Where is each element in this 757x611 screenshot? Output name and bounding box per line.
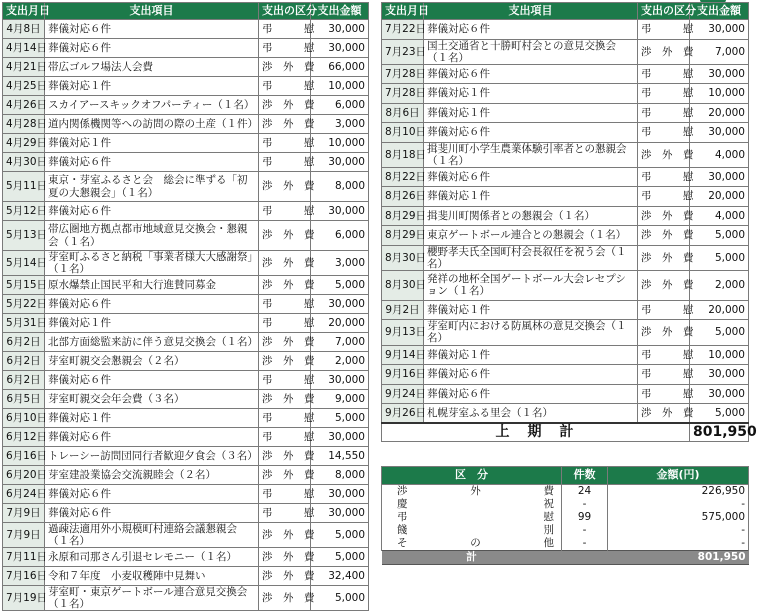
row-amount: 7,000 [690, 39, 749, 64]
row-item: 葬儀対応６件 [45, 39, 259, 58]
summary-count: - [562, 498, 608, 511]
row-item: 櫻野孝夫氏全国町村会長叙任を祝う会（１名） [424, 245, 638, 270]
row-category: 渉 外 費 [259, 466, 311, 485]
row-amount: 10,000 [311, 134, 369, 153]
row-date: 6月16日 [3, 447, 45, 466]
summary-row [382, 511, 749, 524]
row-item: 葬儀対応６件 [424, 123, 638, 143]
row-date: 6月20日 [3, 466, 45, 485]
row-date: 7月11日 [3, 548, 45, 567]
table-row [3, 371, 369, 390]
summary-category-char: 慶 [397, 498, 408, 511]
row-item: 芽室町ふるさと納税「事業者様大大感謝祭」（１名） [45, 251, 259, 276]
row-amount: 30,000 [690, 384, 749, 404]
row-item: 葬儀対応１件 [424, 84, 638, 104]
row-date: 8月30日 [382, 270, 424, 300]
row-item: 葬儀対応１件 [45, 409, 259, 428]
row-amount: 30,000 [311, 371, 369, 390]
summary-category-char: 渉 [397, 485, 408, 498]
row-category: 弔 慰 [259, 504, 311, 523]
row-category: 弔 慰 [259, 295, 311, 314]
row-amount: 30,000 [690, 20, 749, 40]
table-row [382, 270, 749, 300]
row-amount: 30,000 [311, 428, 369, 447]
row-item: 揖斐川町関係者との懇親会（１名） [424, 206, 638, 226]
row-item: 芽室町親交会年会費（３名） [45, 390, 259, 409]
row-date: 4月30日 [3, 153, 45, 172]
summary-category-char: 餞 [397, 524, 408, 537]
row-category: 弔 慰 [259, 134, 311, 153]
row-category: 渉 外 費 [259, 276, 311, 295]
row-category: 弔 慰 [259, 20, 311, 39]
row-item: スカイアースキックオフパーティー（１名） [45, 96, 259, 115]
table-row [3, 115, 369, 134]
table-row [3, 548, 369, 567]
row-amount: 8,000 [311, 466, 369, 485]
col-item-header: 支出項目 [424, 3, 638, 20]
summary-category-char: そ [397, 537, 408, 550]
table-row [382, 39, 749, 64]
row-amount: 30,000 [311, 504, 369, 523]
summary-category-char: 慰 [543, 511, 554, 524]
table-row [3, 153, 369, 172]
row-date: 5月12日 [3, 202, 45, 221]
row-category: 弔 慰 [259, 428, 311, 447]
table-row [382, 64, 749, 84]
row-amount: 20,000 [690, 187, 749, 207]
expense-table-left [2, 2, 369, 611]
row-date: 9月26日 [382, 404, 424, 424]
col-amount-header: 支出金額 [311, 3, 369, 20]
row-category: 弔 慰 [259, 77, 311, 96]
summary-category-char: 外 [470, 485, 481, 498]
row-item: 葬儀対応１件 [45, 134, 259, 153]
row-category: 弔 慰 [259, 485, 311, 504]
row-category: 弔 慰 [638, 300, 690, 320]
row-date: 7月9日 [3, 523, 45, 548]
row-item: 帯広ゴルフ場法人会費 [45, 58, 259, 77]
table-row [3, 352, 369, 371]
row-category: 渉 外 費 [259, 58, 311, 77]
row-amount: 5,000 [311, 523, 369, 548]
row-amount: 5,000 [311, 276, 369, 295]
row-category: 弔 慰 [638, 187, 690, 207]
row-date: 5月14日 [3, 251, 45, 276]
summary-amount: - [608, 524, 749, 537]
table-row [3, 58, 369, 77]
row-category: 渉 外 費 [638, 270, 690, 300]
table-row [3, 20, 369, 39]
row-date: 8月22日 [382, 167, 424, 187]
row-amount: 30,000 [311, 202, 369, 221]
row-category: 弔 慰 [638, 167, 690, 187]
row-item: 葬儀対応６件 [45, 295, 259, 314]
row-item: 葬儀対応６件 [424, 365, 638, 385]
row-amount: 30,000 [690, 365, 749, 385]
row-category: 渉 外 費 [259, 523, 311, 548]
row-amount: 9,000 [311, 390, 369, 409]
row-category: 弔 慰 [259, 39, 311, 58]
row-date: 5月31日 [3, 314, 45, 333]
row-date: 4月29日 [3, 134, 45, 153]
table-row [3, 134, 369, 153]
row-date: 8月30日 [382, 245, 424, 270]
summary-amount: 575,000 [608, 511, 749, 524]
table-header-row [3, 3, 369, 20]
table-row [3, 390, 369, 409]
row-date: 8月29日 [382, 206, 424, 226]
row-date: 9月2日 [382, 300, 424, 320]
table-row [3, 295, 369, 314]
row-date: 4月26日 [3, 96, 45, 115]
summary-category-char: 弔 [397, 511, 408, 524]
row-item: 芽室町内における防風林の意見交換会（１名） [424, 320, 638, 345]
row-category: 渉 外 費 [638, 404, 690, 424]
table-row [3, 485, 369, 504]
col-amount-header: 支出金額 [690, 3, 749, 20]
row-date: 4月25日 [3, 77, 45, 96]
summary-category-char: の [470, 537, 481, 550]
summary-category [382, 524, 562, 537]
table-row [382, 320, 749, 345]
row-amount: 30,000 [311, 153, 369, 172]
summary-count: 24 [562, 485, 608, 499]
row-category: 渉 外 費 [259, 172, 311, 202]
table-row [3, 409, 369, 428]
row-category: 渉 外 費 [259, 567, 311, 586]
summary-category-char: 費 [543, 485, 554, 498]
row-category: 弔 慰 [638, 20, 690, 40]
row-date: 4月8日 [3, 20, 45, 39]
table-row [382, 245, 749, 270]
table-row [382, 206, 749, 226]
table-row [3, 466, 369, 485]
row-item: 北部方面総監来訪に伴う意見交換会（１名） [45, 333, 259, 352]
row-amount: 10,000 [311, 77, 369, 96]
row-date: 4月21日 [3, 58, 45, 77]
summary-category-char: 別 [543, 524, 554, 537]
row-category: 渉 外 費 [259, 390, 311, 409]
row-category: 渉 外 費 [638, 245, 690, 270]
summary-count: - [562, 537, 608, 551]
row-category: 渉 外 費 [638, 320, 690, 345]
row-item: 過疎法適用外小規模町村連絡会議懇親会（１名） [45, 523, 259, 548]
summary-row [382, 498, 749, 511]
row-category: 渉 外 費 [638, 206, 690, 226]
summary-table [381, 466, 749, 565]
table-row [3, 314, 369, 333]
row-category: 渉 外 費 [259, 352, 311, 371]
subtotal-amount: 801,950 [690, 423, 749, 442]
summary-amount: 226,950 [608, 485, 749, 499]
table-row [3, 251, 369, 276]
row-amount: 14,550 [311, 447, 369, 466]
summary-amount: - [608, 537, 749, 551]
row-date: 6月2日 [3, 371, 45, 390]
row-item: 永原和司那さん引退セレモニー（１名） [45, 548, 259, 567]
row-amount: 8,000 [311, 172, 369, 202]
subtotal-label: 上 期 計 [382, 423, 690, 442]
row-category: 渉 外 費 [638, 39, 690, 64]
row-item: 道内関係機関等への訪問の際の土産（１件） [45, 115, 259, 134]
row-category: 渉 外 費 [259, 447, 311, 466]
row-date: 7月16日 [3, 567, 45, 586]
row-item: 芽室町・東京ゲートボール連合意見交換会（１名） [45, 586, 259, 611]
row-amount: 3,000 [311, 251, 369, 276]
row-date: 9月13日 [382, 320, 424, 345]
col-item-header: 支出項目 [45, 3, 259, 20]
summary-count-header: 件数 [562, 467, 608, 485]
table-row [3, 504, 369, 523]
row-amount: 10,000 [690, 84, 749, 104]
table-row [382, 167, 749, 187]
row-item: 令和７年度 小麦収穫陣中見舞い [45, 567, 259, 586]
subtotal-row [382, 423, 749, 442]
summary-amount: - [608, 498, 749, 511]
row-category: 弔 慰 [638, 84, 690, 104]
row-item: 葬儀対応１件 [424, 345, 638, 365]
row-category: 渉 外 費 [638, 226, 690, 246]
row-amount: 30,000 [311, 295, 369, 314]
row-amount: 30,000 [690, 64, 749, 84]
row-amount: 30,000 [690, 123, 749, 143]
row-item: 帯広圏地方拠点都市地域意見交換会・懇親会（１名） [45, 221, 259, 251]
table-row [3, 567, 369, 586]
row-amount: 30,000 [311, 39, 369, 58]
row-category: 弔 慰 [638, 103, 690, 123]
row-category: 弔 慰 [638, 384, 690, 404]
row-item: 葬儀対応６件 [45, 371, 259, 390]
row-date: 7月28日 [382, 64, 424, 84]
table-row [3, 276, 369, 295]
row-item: 揖斐川町小学生農業体験引率者との懇親会（１名） [424, 142, 638, 167]
row-item: 葬儀対応１件 [424, 187, 638, 207]
table-row [3, 586, 369, 611]
row-category: 渉 外 費 [259, 251, 311, 276]
row-date: 5月22日 [3, 295, 45, 314]
summary-count: - [562, 524, 608, 537]
summary-count: 99 [562, 511, 608, 524]
row-item: 葬儀対応６件 [424, 167, 638, 187]
row-date: 5月15日 [3, 276, 45, 295]
row-amount: 5,000 [690, 245, 749, 270]
row-item: 葬儀対応１件 [45, 314, 259, 333]
row-item: 葬儀対応６件 [424, 64, 638, 84]
row-item: 国土交通省と十勝町村会との意見交換会（１名） [424, 39, 638, 64]
summary-total-amount: 801,950 [608, 551, 749, 565]
row-date: 5月13日 [3, 221, 45, 251]
expense-table-right [381, 2, 757, 442]
summary-category [382, 498, 562, 511]
row-date: 4月14日 [3, 39, 45, 58]
row-date: 7月9日 [3, 504, 45, 523]
row-amount: 6,000 [311, 221, 369, 251]
table-row [3, 221, 369, 251]
row-item: 札幌芽室ふる里会（１名） [424, 404, 638, 424]
table-row [382, 226, 749, 246]
row-item: 葬儀対応６件 [424, 384, 638, 404]
row-amount: 20,000 [690, 103, 749, 123]
row-item: 芽室建設業協会交流親睦会（２名） [45, 466, 259, 485]
row-amount: 2,000 [690, 270, 749, 300]
row-category: 渉 外 費 [259, 548, 311, 567]
row-item: 葬儀対応６件 [45, 428, 259, 447]
row-category: 弔 慰 [259, 153, 311, 172]
row-date: 8月26日 [382, 187, 424, 207]
summary-amount-header: 金額(円) [608, 467, 749, 485]
row-amount: 4,000 [690, 142, 749, 167]
row-date: 8月6日 [382, 103, 424, 123]
row-amount: 5,000 [690, 404, 749, 424]
table-row [382, 103, 749, 123]
row-item: 葬儀対応６件 [45, 202, 259, 221]
summary-header-row [382, 467, 749, 485]
table-row [382, 404, 749, 424]
row-item: 葬儀対応６件 [45, 504, 259, 523]
row-category: 渉 外 費 [638, 142, 690, 167]
table-row [3, 96, 369, 115]
row-item: 葬儀対応１件 [45, 77, 259, 96]
row-category: 渉 外 費 [259, 115, 311, 134]
row-item: 芽室町親交会懇親会（２名） [45, 352, 259, 371]
row-amount: 2,000 [311, 352, 369, 371]
row-item: 葬儀対応６件 [45, 485, 259, 504]
table-row [3, 447, 369, 466]
table-row [382, 300, 749, 320]
row-amount: 20,000 [690, 300, 749, 320]
row-amount: 30,000 [690, 167, 749, 187]
table-row [382, 187, 749, 207]
summary-category [382, 537, 562, 551]
row-date: 8月29日 [382, 226, 424, 246]
row-item: 葬儀対応６件 [45, 153, 259, 172]
row-date: 8月18日 [382, 142, 424, 167]
table-row [3, 523, 369, 548]
table-header-row [382, 3, 749, 20]
row-amount: 5,000 [311, 548, 369, 567]
row-amount: 5,000 [311, 586, 369, 611]
row-amount: 6,000 [311, 96, 369, 115]
row-date: 9月16日 [382, 365, 424, 385]
row-category: 弔 慰 [638, 365, 690, 385]
table-row [3, 172, 369, 202]
row-amount: 7,000 [311, 333, 369, 352]
summary-row [382, 485, 749, 499]
row-date: 7月22日 [382, 20, 424, 40]
row-date: 6月24日 [3, 485, 45, 504]
row-category: 弔 慰 [638, 64, 690, 84]
row-date: 7月28日 [382, 84, 424, 104]
table-row [382, 20, 749, 40]
row-category: 弔 慰 [259, 202, 311, 221]
row-category: 渉 外 費 [259, 96, 311, 115]
row-item: 葬儀対応６件 [424, 20, 638, 40]
row-date: 5月11日 [3, 172, 45, 202]
row-amount: 4,000 [690, 206, 749, 226]
summary-row [382, 524, 749, 537]
table-row [382, 123, 749, 143]
row-category: 渉 外 費 [259, 221, 311, 251]
table-row [3, 202, 369, 221]
row-date: 7月19日 [3, 586, 45, 611]
summary-category-char: 他 [543, 537, 554, 550]
row-category: 渉 外 費 [259, 586, 311, 611]
row-amount: 3,000 [311, 115, 369, 134]
row-amount: 5,000 [690, 226, 749, 246]
table-row [382, 142, 749, 167]
row-category: 弔 慰 [638, 123, 690, 143]
row-category: 弔 慰 [259, 409, 311, 428]
row-date: 6月12日 [3, 428, 45, 447]
row-date: 6月2日 [3, 352, 45, 371]
table-row [3, 39, 369, 58]
summary-total-count [562, 551, 608, 565]
summary-category [382, 511, 562, 524]
col-category-header: 支出の区分 [259, 3, 311, 20]
table-row [382, 345, 749, 365]
summary-category-char: 祝 [543, 498, 554, 511]
row-item: 東京・芽室ふるさと会 総会に準ずる「初夏の大懇親会」（１名） [45, 172, 259, 202]
col-category-header: 支出の区分 [638, 3, 690, 20]
row-item: 発祥の地杯全国ゲートボール大会レセプション（１名） [424, 270, 638, 300]
table-row [3, 428, 369, 447]
table-row [3, 77, 369, 96]
col-date-header: 支出月日 [382, 3, 424, 20]
row-category: 弔 慰 [259, 371, 311, 390]
row-category: 弔 慰 [259, 314, 311, 333]
row-amount: 5,000 [311, 409, 369, 428]
summary-category-header: 区 分 [382, 467, 562, 485]
col-date-header: 支出月日 [3, 3, 45, 20]
summary-category [382, 485, 562, 499]
row-amount: 30,000 [311, 485, 369, 504]
row-date: 9月14日 [382, 345, 424, 365]
table-row [3, 333, 369, 352]
row-item: 東京ゲートボール連合との懇親会（１名） [424, 226, 638, 246]
row-item: 葬儀対応１件 [424, 103, 638, 123]
row-item: 原水爆禁止国民平和大行進賛同募金 [45, 276, 259, 295]
row-item: 葬儀対応１件 [424, 300, 638, 320]
table-row [382, 384, 749, 404]
row-date: 7月23日 [382, 39, 424, 64]
table-row [382, 365, 749, 385]
row-amount: 30,000 [311, 20, 369, 39]
table-row [382, 84, 749, 104]
row-date: 6月2日 [3, 333, 45, 352]
row-date: 4月28日 [3, 115, 45, 134]
row-date: 8月10日 [382, 123, 424, 143]
row-date: 9月24日 [382, 384, 424, 404]
row-category: 渉 外 費 [259, 333, 311, 352]
row-amount: 5,000 [690, 320, 749, 345]
summary-row [382, 537, 749, 551]
row-item: トレーシー訪問団同行者歓迎夕食会（３名） [45, 447, 259, 466]
row-category: 弔 慰 [638, 345, 690, 365]
row-amount: 10,000 [690, 345, 749, 365]
summary-total-label: 計 [382, 551, 562, 565]
row-date: 6月5日 [3, 390, 45, 409]
row-date: 6月10日 [3, 409, 45, 428]
row-item: 葬儀対応６件 [45, 20, 259, 39]
row-amount: 66,000 [311, 58, 369, 77]
row-amount: 32,400 [311, 567, 369, 586]
row-amount: 20,000 [311, 314, 369, 333]
summary-total-row [382, 551, 749, 565]
